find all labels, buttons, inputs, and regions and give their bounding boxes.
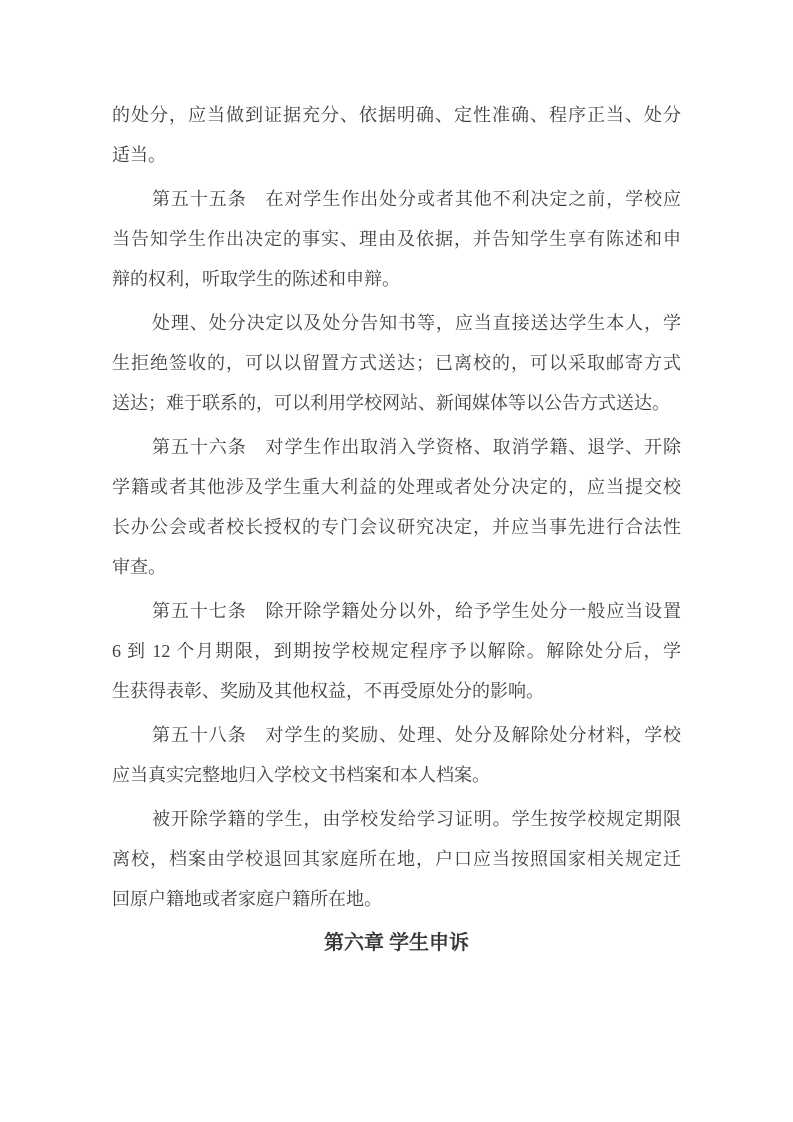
text-line: 处理、处分决定以及处分告知书等，应当直接送达学生本人，学 xyxy=(152,313,681,333)
text-line: 回原户籍地或者家庭户籍所在地。 xyxy=(112,889,382,909)
text-line: 长办公会或者校长授权的专门会议研究决定，并应当事先进行合法性 xyxy=(112,517,681,537)
document-body xyxy=(112,95,681,963)
text-line: 当告知学生作出决定的事实、理由及依据，并告知学生享有陈述和申 xyxy=(112,229,681,249)
text-line: 第五十六条 对学生作出取消入学资格、取消学籍、退学、开除 xyxy=(152,437,681,457)
text-line: 送达；难于联系的，可以利用学校网站、新闻媒体等以公告方式送达。 xyxy=(112,393,670,413)
para-article-57 xyxy=(112,591,681,711)
para-article-55 xyxy=(112,179,681,299)
text-line: 被开除学籍的学生，由学校发给学习证明。学生按学校规定期限 xyxy=(152,809,681,829)
text-line: 的处分，应当做到证据充分、依据明确、定性准确、程序正当、处分 xyxy=(112,105,681,125)
para-expelled-students xyxy=(112,799,681,919)
text-line: 第五十五条 在对学生作出处分或者其他不利决定之前，学校应 xyxy=(152,189,681,209)
text-line: 辩的权利，听取学生的陈述和申辩。 xyxy=(112,269,400,289)
para-delivery xyxy=(112,303,681,423)
text-line: 生获得表彰、奖励及其他权益，不再受原处分的影响。 xyxy=(112,681,544,701)
text-line: 第五十八条 对学生的奖励、处理、处分及解除处分材料，学校 xyxy=(152,725,681,745)
text-line: 适当。 xyxy=(112,145,166,165)
para-article-56 xyxy=(112,427,681,587)
text-line: 学籍或者其他涉及学生重大利益的处理或者处分决定的，应当提交校 xyxy=(112,477,681,497)
chapter-heading: 第六章 学生申诉 xyxy=(324,932,469,954)
para-article-58 xyxy=(112,715,681,795)
text-line: 应当真实完整地归入学校文书档案和本人档案。 xyxy=(112,765,490,785)
para-continuation xyxy=(112,95,681,175)
text-line: 离校，档案由学校退回其家庭所在地，户口应当按照国家相关规定迁 xyxy=(112,849,681,869)
text-line: 审查。 xyxy=(112,557,166,577)
text-line: 6 到 12 个月期限，到期按学校规定程序予以解除。解除处分后，学 xyxy=(112,641,681,661)
text-line: 第五十七条 除开除学籍处分以外，给予学生处分一般应当设置 xyxy=(152,601,681,621)
text-line: 生拒绝签收的，可以以留置方式送达；已离校的，可以采取邮寄方式 xyxy=(112,353,681,373)
